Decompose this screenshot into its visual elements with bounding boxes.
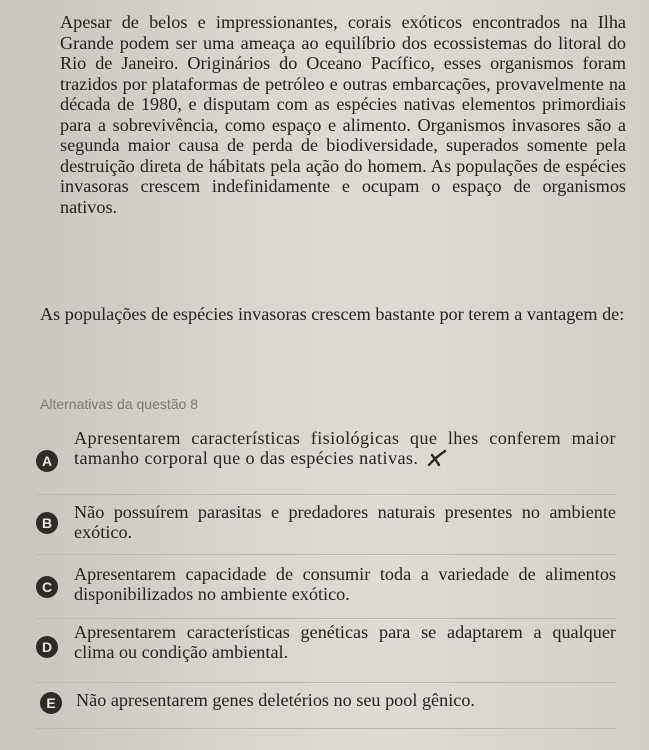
alternative-c-text: Apresentarem capacidade de consumir toda a variedade de alimentos disponibilizados no ambiente exótico.: [74, 564, 616, 604]
passage-text: Apesar de belos e impressionantes, corais exóticos encontrados na Ilha Grande podem ser uma ameaça ao equilíbrio dos ecossistemas do litoral do Rio de Janeiro. Originários do Oceano Pacífico, esses organismos foram trazidos por plataformas de petróleo e outras embarcações, provavelmente na década de 1980, e disputam com as espécies nativas elementos primordiais para a sobrevivência, como espaço e alimento. Organismos invasores são a segunda maior causa de perda de biodiversidade, superados somente pela destruição direta de hábitats pela ação do homem. As populações de espécies invasoras crescem indefinidamente e ocupam o espaço de organismos nativos.: [60, 12, 626, 217]
question-stem: As populações de espécies invasoras crescem bastante por terem a vantagem de:: [40, 304, 625, 324]
alternative-b-letter: B: [36, 512, 58, 534]
alternative-a-label: Apresentarem características fisiológicas que lhes conferem maior tamanho corporal que o das espécies nativas.: [74, 428, 616, 468]
alternative-a-letter: A: [36, 450, 58, 472]
alternative-c-letter: C: [36, 576, 58, 598]
alternative-a-text: [74, 428, 616, 468]
x-mark-icon: [423, 448, 449, 468]
alternative-b[interactable]: [36, 500, 616, 555]
alternative-a[interactable]: [36, 424, 616, 495]
alternative-e[interactable]: [36, 684, 616, 729]
alternatives-header: Alternativas da questão 8: [40, 396, 198, 412]
alternative-d-text: Apresentarem características genéticas para se adaptarem a qualquer clima ou condição ambiental.: [74, 622, 616, 662]
alternative-c[interactable]: [36, 560, 616, 619]
alternative-e-text: Não apresentarem genes deletérios no seu pool gênico.: [76, 690, 475, 710]
alternative-e-letter: E: [40, 692, 62, 714]
alternative-b-text: Não possuírem parasitas e predadores naturais presentes no ambiente exótico.: [74, 502, 616, 542]
alternative-d-letter: D: [36, 636, 58, 658]
alternative-d[interactable]: [36, 620, 616, 683]
